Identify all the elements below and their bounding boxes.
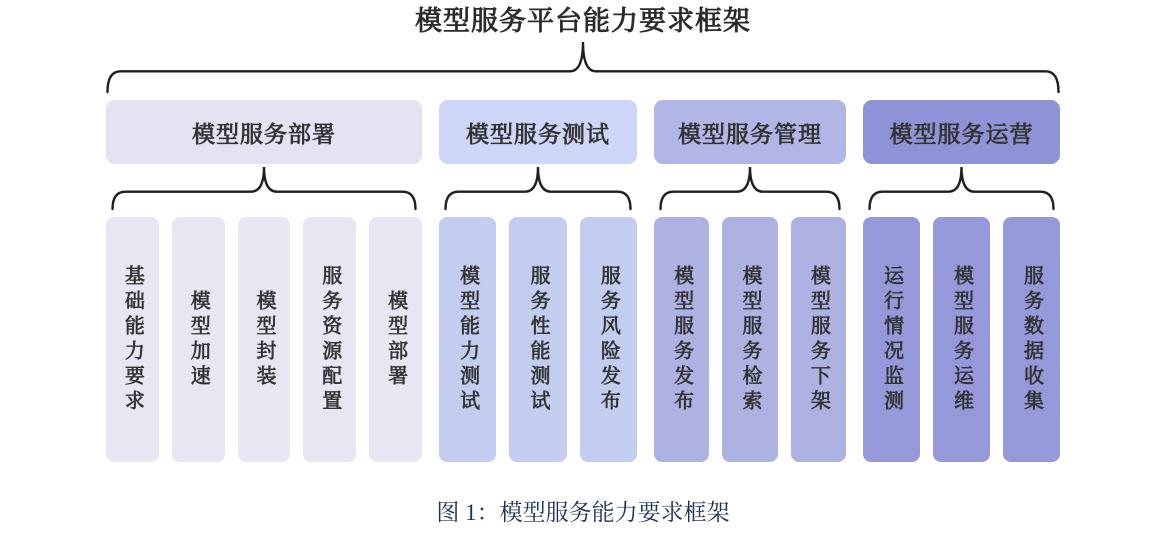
group-operation bbox=[863, 100, 1060, 462]
group-brace-testing bbox=[444, 165, 632, 211]
group-deployment bbox=[106, 100, 422, 462]
group-brace-management bbox=[659, 165, 841, 211]
capability-item-label: 模型服务下架 bbox=[807, 264, 830, 415]
capability-item bbox=[933, 217, 990, 462]
capability-item-label: 模型服务运维 bbox=[950, 264, 973, 415]
capability-framework-diagram bbox=[106, 0, 1060, 527]
capability-item bbox=[863, 217, 920, 462]
capability-item bbox=[654, 217, 709, 462]
capability-item-label: 服务风险发布 bbox=[597, 264, 620, 415]
capability-item bbox=[439, 217, 496, 462]
capability-item bbox=[238, 217, 291, 462]
capability-item-label: 模型服务发布 bbox=[670, 264, 693, 415]
capability-item-label: 模型加速 bbox=[187, 289, 210, 390]
group-items-testing bbox=[439, 217, 637, 462]
capability-item bbox=[722, 217, 777, 462]
group-header-testing: 模型服务测试 bbox=[439, 100, 637, 164]
group-items-deployment bbox=[106, 217, 422, 462]
group-header-management: 模型服务管理 bbox=[654, 100, 846, 164]
group-management bbox=[654, 100, 846, 462]
diagram-title: 模型服务平台能力要求框架 bbox=[415, 6, 751, 36]
group-brace-deployment bbox=[111, 165, 417, 211]
capability-item bbox=[369, 217, 422, 462]
capability-item bbox=[106, 217, 159, 462]
capability-item bbox=[509, 217, 566, 462]
capability-item-label: 基础能力要求 bbox=[121, 264, 144, 415]
group-testing bbox=[439, 100, 637, 462]
group-header-deployment: 模型服务部署 bbox=[106, 100, 422, 164]
capability-item-label: 运行情况监测 bbox=[880, 264, 903, 415]
capability-item bbox=[1003, 217, 1060, 462]
capability-item-label: 服务性能测试 bbox=[526, 264, 549, 415]
capability-item-label: 模型能力测试 bbox=[456, 264, 479, 415]
capability-item-label: 服务资源配置 bbox=[318, 264, 341, 415]
figure-caption: 图 1：模型服务能力要求框架 bbox=[436, 500, 730, 525]
group-items-operation bbox=[863, 217, 1060, 462]
capability-item bbox=[580, 217, 637, 462]
capability-item-label: 服务数据收集 bbox=[1020, 264, 1043, 415]
group-items-management bbox=[654, 217, 846, 462]
capability-item-label: 模型部署 bbox=[384, 289, 407, 390]
capability-item bbox=[172, 217, 225, 462]
capability-item-label: 模型服务检索 bbox=[738, 264, 761, 415]
capability-item bbox=[791, 217, 846, 462]
group-brace-operation bbox=[868, 165, 1055, 211]
root-brace bbox=[106, 40, 1060, 94]
group-row bbox=[106, 100, 1060, 462]
capability-item bbox=[303, 217, 356, 462]
capability-item-label: 模型封装 bbox=[252, 289, 275, 390]
group-header-operation: 模型服务运营 bbox=[863, 100, 1060, 164]
